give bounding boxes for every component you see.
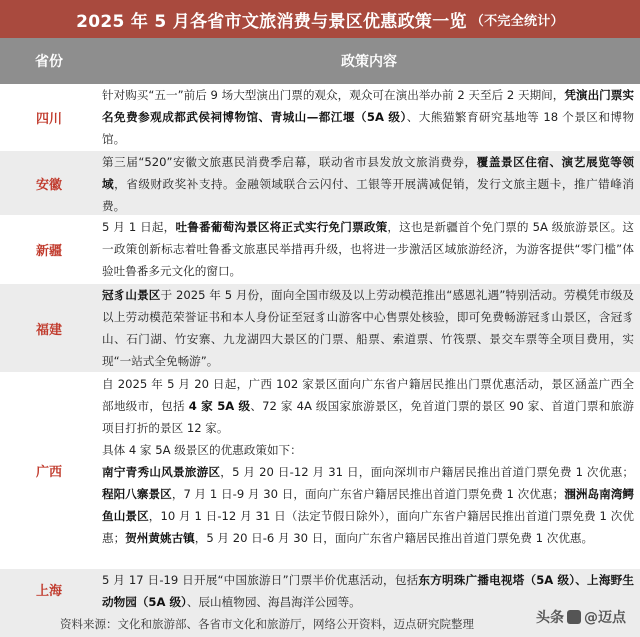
policy-text: ，10 月 1 日-12 月 31 日（法定节假日除外），面向广东省户籍居民推出首道门票免费 1 次优惠； — [102, 509, 634, 545]
table-row — [0, 151, 640, 216]
highlight-text: 程阳八寨景区 — [102, 487, 172, 501]
highlight-text: 覆盖景区住宿、演艺展览等领域 — [102, 155, 634, 191]
policy-text: 、辰山植物园、海昌海洋公园等。 — [186, 595, 361, 609]
policy-content-cell — [98, 151, 640, 215]
footer-source: 资料来源：文化和旅游部、各省市文化和旅游厅，网络公开资料，迈点研究院整理 — [0, 610, 640, 637]
watermark-text-2: @迈点 — [584, 610, 626, 626]
page-title — [0, 0, 640, 38]
province-cell: 四川 — [35, 111, 62, 127]
title-main: 2025 年 5 月各省市文旅消费与景区优惠政策一览 — [76, 11, 467, 32]
policy-text: 、大熊猫繁育研究基地等 18 个景区和博物馆。 — [102, 110, 635, 146]
table-row — [0, 284, 640, 373]
policy-content-cell — [98, 373, 640, 568]
watermark-text-1: 头条 — [536, 610, 564, 626]
policy-text: 具体 4 家 5A 级景区的优惠政策如下： — [102, 443, 302, 457]
policy-text: ，这也是新疆首个免门票的 5A 级旅游景区。这一政策创新标志着吐鲁番文旅惠民举措再升级，也将进一步激活区域旅游经济，为游客提供“零门槛”体验吐鲁番多元文化的窗口。 — [102, 220, 634, 278]
policy-text: ，5 月 20 日-12 月 31 日，面向深圳市户籍居民推出首道门票免费 1 次优惠； — [220, 465, 634, 479]
table-row — [0, 373, 640, 569]
province-cell: 安徽 — [35, 177, 62, 193]
table-row — [0, 569, 640, 611]
province-cell: 上海 — [35, 584, 62, 599]
title-note: （不完全统计） — [470, 13, 564, 29]
policy-text: 5 月 17 日-19 日开展“中国旅游日”门票半价优惠活动，包括 — [102, 573, 419, 587]
policy-content-cell — [98, 569, 640, 610]
policy-text: ，省级财政奖补支持。金融领域联合云闪付、工银等开展满减促销，发行文旅主题卡，推广错峰消费。 — [102, 177, 634, 213]
highlight-text: 涠洲岛南湾鳄鱼山景区 — [102, 487, 634, 523]
highlight-text: 东方明珠广播电视塔（5A 级）、上海野生动物园（5A 级） — [102, 573, 634, 609]
policy-text: 、72 家 4A 级国家旅游景区，免首道门票的景区 90 家、首道门票和旅游项目打折的景区 12 家。 — [102, 399, 634, 435]
highlight-text: 南宁青秀山风景旅游区 — [102, 465, 221, 479]
policy-text: 于 2025 年 5 月份，面向全国市级及以上劳动模范推出“感恩礼遇”特别活动。劳模凭市级及以上劳动模范荣誉证书和本人身份证至冠豸山游客中心售票处核验，即可免费畅游冠豸山景区，含冠豸山、石门湖、竹安寨、九龙湖四大景区的门票、船票、索道票、竹筏票、景交车票等全项目费用，实现“一站式全免畅游”。 — [102, 288, 634, 368]
watermark — [536, 607, 626, 627]
highlight-text: 凭演出门票实名免费参观成都武侯祠博物馆、青城山—都江堰（5A 级） — [102, 88, 634, 124]
highlight-text: 贺州黄姚古镇 — [125, 531, 195, 545]
highlight-text: 4 家 5A 级 — [188, 399, 251, 413]
header-province: 省份 — [35, 54, 63, 70]
table-body — [0, 84, 640, 611]
table-header — [0, 38, 640, 84]
highlight-text: 吐鲁番葡萄沟景区将正式实行免门票政策 — [175, 220, 388, 234]
policy-text: 针对购买“五一”前后 9 场大型演出门票的观众，观众可在演出举办前 2 天至后 2 天期间， — [102, 88, 565, 102]
table-row — [0, 216, 640, 284]
toutiao-logo-icon — [567, 610, 581, 624]
policy-content-cell — [98, 284, 640, 372]
policy-text: 自 2025 年 5 月 20 日起，广西 102 家景区面向广东省户籍居民推出门票优惠活动，景区涵盖广西全部地级市，包括 — [102, 377, 634, 413]
province-cell: 福建 — [35, 322, 62, 338]
policy-content-cell — [98, 216, 640, 283]
policy-text: ，5 月 20 日-6 月 30 日，面向广东省户籍居民推出首道门票免费 1 次优惠。 — [194, 531, 594, 545]
highlight-text: 冠豸山景区 — [102, 288, 161, 302]
header-content: 政策内容 — [341, 54, 397, 70]
policy-text: ，7 月 1 日-9 月 30 日，面向广东省户籍居民推出首道门票免费 1 次优惠； — [171, 487, 565, 501]
province-cell: 广西 — [35, 465, 62, 480]
table-row — [0, 84, 640, 151]
policy-content-cell — [98, 84, 640, 150]
province-cell: 新疆 — [35, 244, 62, 259]
policy-text: 5 月 1 日起， — [102, 220, 176, 234]
policy-text: 第三届“520”安徽文旅惠民消费季启幕，联动省市县发放文旅消费券， — [102, 155, 477, 169]
